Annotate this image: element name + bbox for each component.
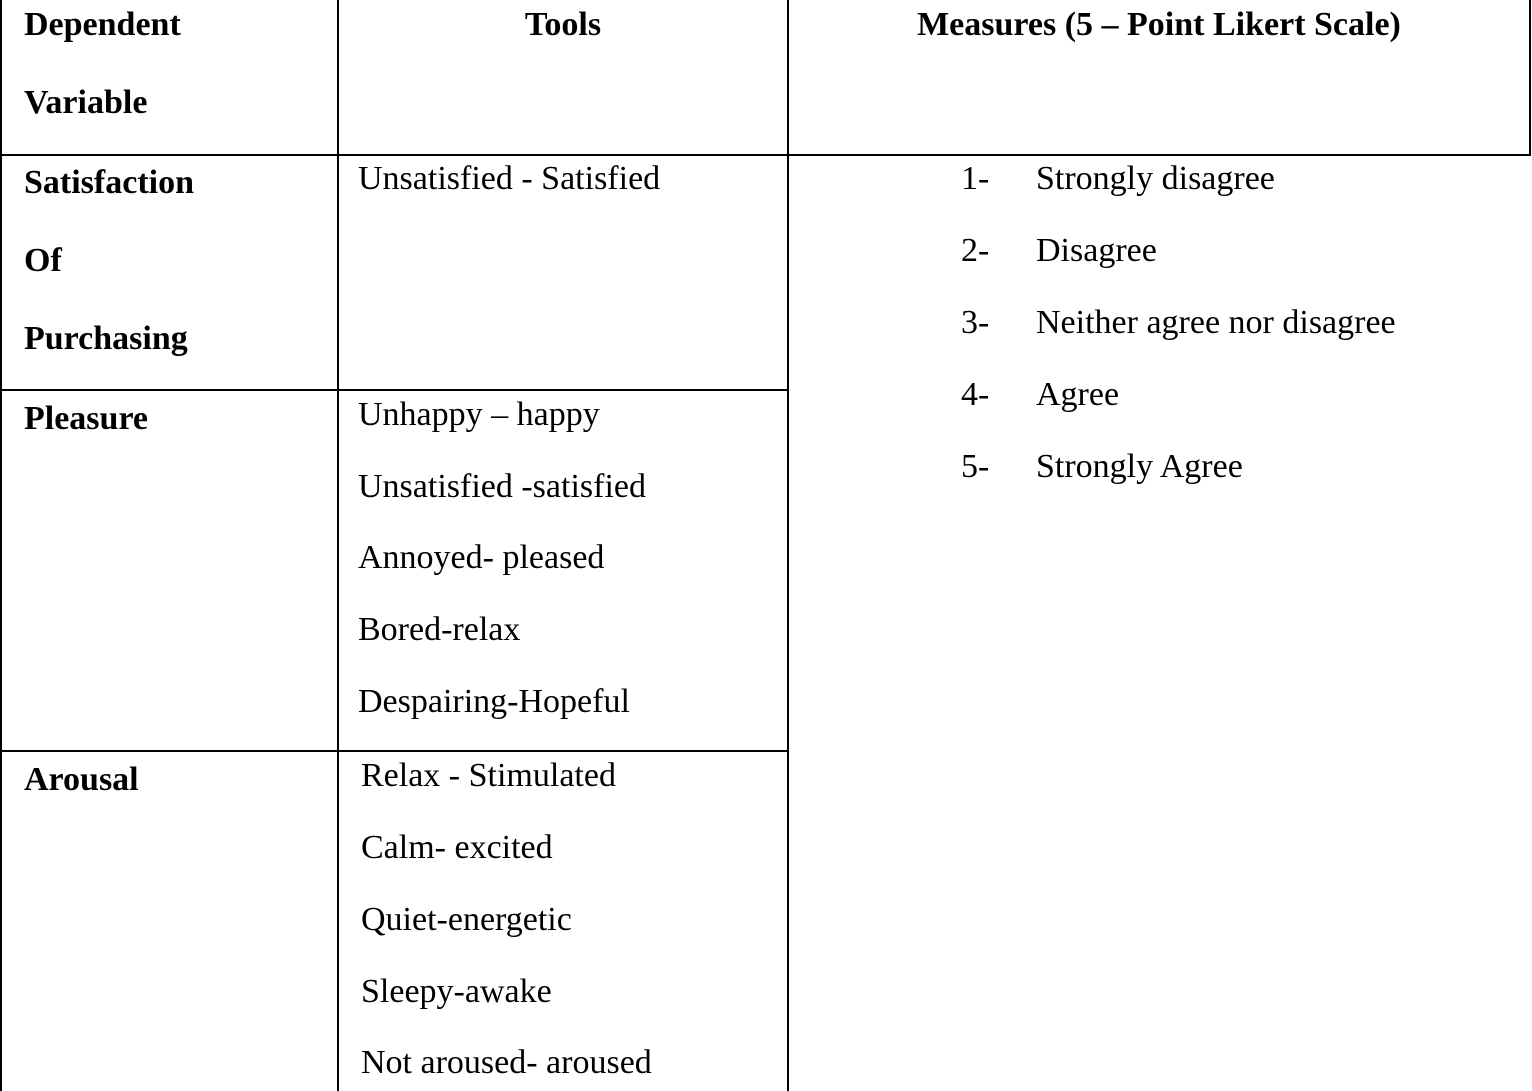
measure-4-label: Agree [1036,376,1120,413]
header-dependent-variable-line2: Variable [24,84,148,121]
header-row-divider [0,154,1531,156]
measure-1-label: Strongly disagree [1036,160,1275,197]
row-pleasure-tool-5: Despairing-Hopeful [358,683,630,720]
row-divider-pleasure [0,389,789,391]
row-arousal-tool-3: Quiet-energetic [361,901,572,938]
column-divider-tools [337,0,339,1091]
measure-5-number: 5- [961,448,990,485]
row-pleasure-tool-1: Unhappy – happy [358,396,600,433]
row-pleasure-variable: Pleasure [24,400,149,437]
table-border-left [0,0,2,1091]
table-border-right [1529,0,1531,156]
header-measures: Measures (5 – Point Likert Scale) [917,6,1401,43]
row-satisfaction-variable-line3: Purchasing [24,320,188,357]
row-satisfaction-variable-line2: Of [24,242,62,279]
measure-4-number: 4- [961,376,990,413]
header-tools: Tools [524,6,602,43]
row-satisfaction-tool: Unsatisfied - Satisfied [358,160,661,197]
row-pleasure-tool-2: Unsatisfied -satisfied [358,468,646,505]
header-dependent-variable-line1: Dependent [24,6,181,43]
column-divider-measures [787,0,789,1091]
row-arousal-tool-5: Not aroused- aroused [361,1044,652,1081]
row-divider-arousal [0,750,789,752]
measure-3-number: 3- [961,304,990,341]
row-pleasure-tool-4: Bored-relax [358,611,521,648]
row-arousal-variable: Arousal [24,761,139,798]
row-satisfaction-variable-line1: Satisfaction [24,164,194,201]
measure-2-number: 2- [961,232,990,269]
row-arousal-tool-2: Calm- excited [361,829,553,866]
measure-1-number: 1- [961,160,990,197]
measure-3-label: Neither agree nor disagree [1036,304,1396,341]
row-arousal-tool-4: Sleepy-awake [361,973,552,1010]
row-pleasure-tool-3: Annoyed- pleased [358,539,605,576]
row-arousal-tool-1: Relax - Stimulated [361,757,616,794]
measure-5-label: Strongly Agree [1036,448,1243,485]
measure-2-label: Disagree [1036,232,1157,269]
